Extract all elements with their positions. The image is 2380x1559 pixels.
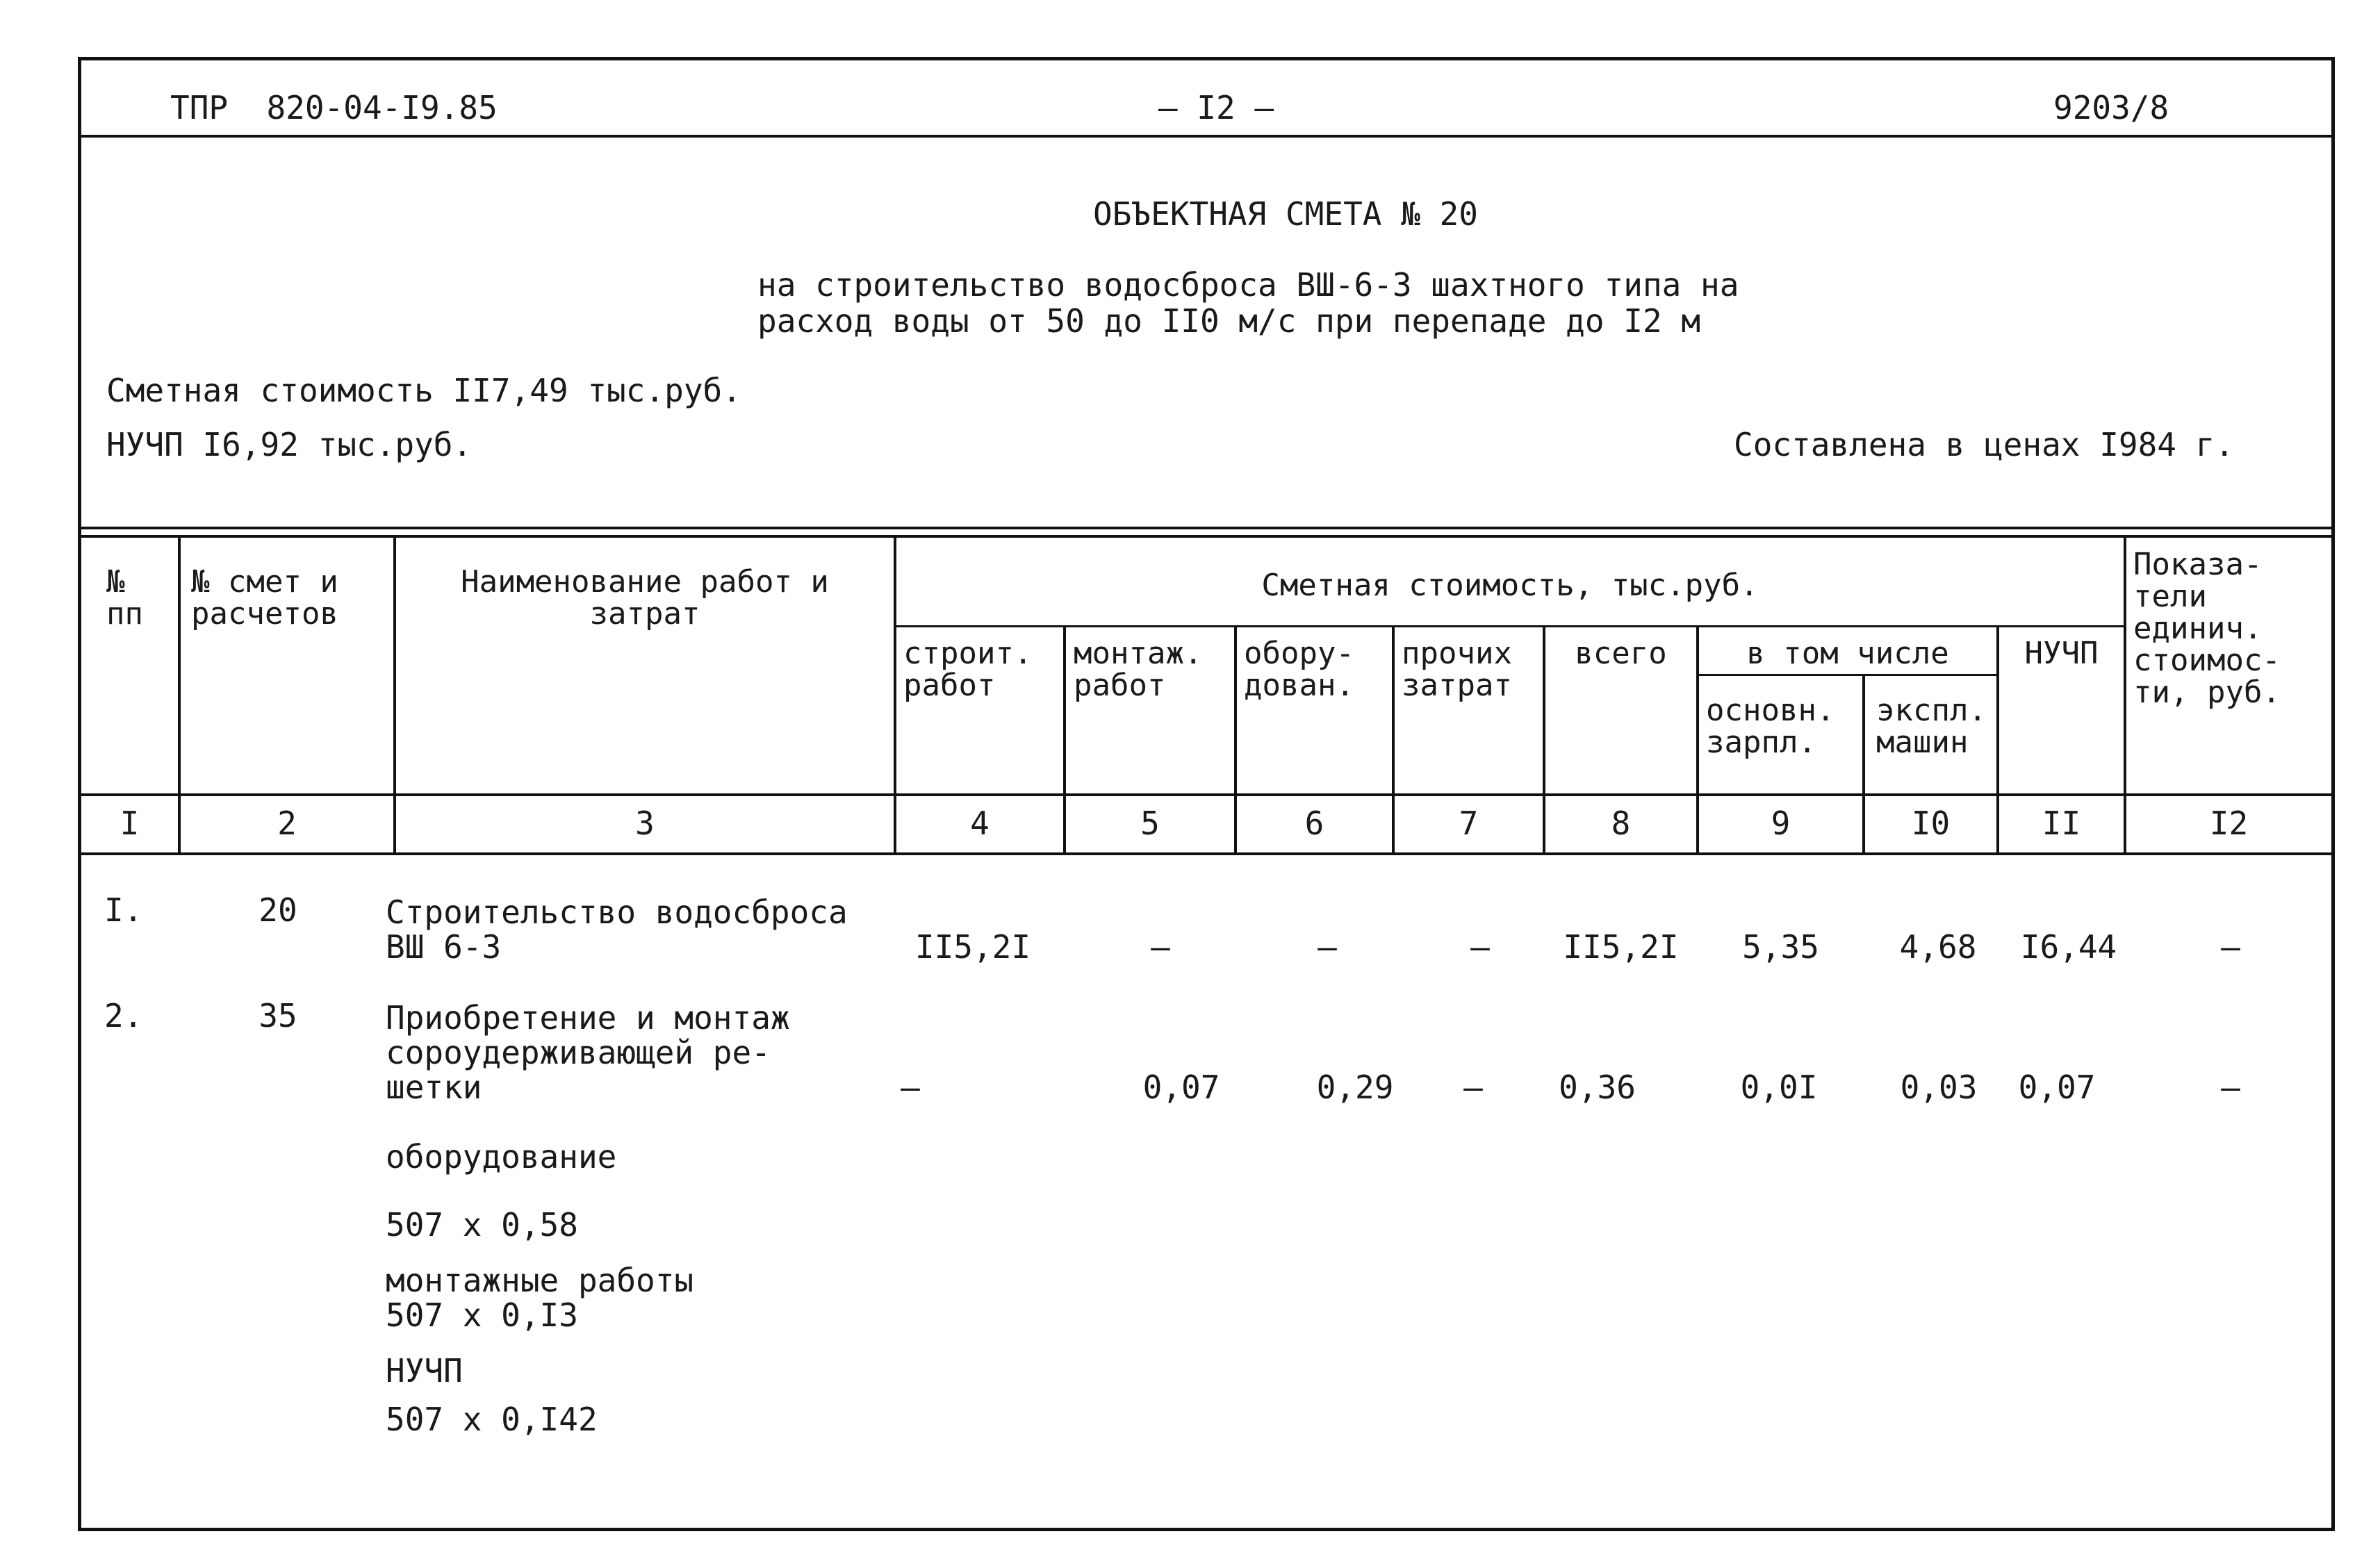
- col-header-unit-4: стоимос-: [2133, 643, 2281, 678]
- cell-mount: –: [1151, 928, 1170, 966]
- col-header-machines-2: машин: [1876, 725, 1969, 760]
- document-code: ТПР 820-04-I9.85: [170, 89, 498, 126]
- table-top-line: [78, 535, 2335, 538]
- cell-total: 0,36: [1559, 1069, 1636, 1106]
- note-mounting-calc: 507 x 0,I3: [386, 1296, 578, 1334]
- cell-nuchp: 0,07: [2018, 1069, 2096, 1106]
- col-header-name-1: Наименование работ и: [461, 564, 829, 600]
- col-number-3: 3: [635, 805, 655, 842]
- note-nuchp-label: НУЧП: [386, 1352, 463, 1389]
- cell-salary: 5,35: [1742, 928, 1819, 966]
- cell-machines: 0,03: [1900, 1069, 1978, 1106]
- col-header-other-1: прочих: [1402, 636, 1512, 671]
- cell-unit: –: [2221, 928, 2240, 966]
- col-header-est-2: расчетов: [191, 596, 338, 632]
- row-name-line: шетки: [386, 1069, 482, 1106]
- col-number-11: II: [2042, 805, 2081, 842]
- frame-bottom-line: [78, 1528, 2335, 1531]
- note-nuchp-calc: 507 x 0,I42: [386, 1401, 598, 1438]
- subtitle-line-1: на строительство водосброса ВШ-6-3 шахтного типа на: [757, 266, 1739, 304]
- note-mounting-label: монтажные работы: [386, 1262, 694, 1299]
- col-header-unit-3: единич.: [2133, 611, 2263, 646]
- row-estimate: 20: [258, 891, 297, 929]
- cell-machines: 4,68: [1899, 928, 1977, 966]
- row-num: 2.: [104, 997, 143, 1034]
- col-number-1: I: [120, 805, 140, 842]
- col-header-build-2: работ: [903, 668, 996, 703]
- cell-other: –: [1463, 1069, 1483, 1106]
- col-number-8: 8: [1611, 805, 1631, 842]
- col-number-6: 6: [1304, 805, 1324, 842]
- row-estimate: 35: [258, 997, 297, 1034]
- page-number: – I2 –: [1158, 89, 1274, 126]
- header-divider: [78, 135, 2335, 138]
- col-number-4: 4: [970, 805, 990, 842]
- col-header-total: всего: [1575, 636, 1667, 671]
- cell-equip: 0,29: [1316, 1069, 1394, 1106]
- note-equipment-calc: 507 x 0,58: [386, 1206, 578, 1244]
- frame-top-line: [78, 57, 2335, 60]
- table-incl-line: [1698, 674, 1996, 676]
- col-header-incl: в том числе: [1746, 636, 1949, 671]
- col-header-machines-1: экспл.: [1876, 693, 1987, 728]
- row-name-line: Приобретение и монтаж: [386, 999, 790, 1037]
- section-divider: [78, 527, 2335, 529]
- price-level-note: Составлена в ценах I984 г.: [1734, 426, 2235, 463]
- col-header-build-1: строит.: [903, 636, 1033, 671]
- col-header-unit-2: тели: [2133, 579, 2207, 614]
- cell-unit: –: [2221, 1069, 2240, 1106]
- col-header-num-2: пп: [106, 596, 143, 632]
- col-header-equip-2: дован.: [1244, 668, 1354, 703]
- col-header-equip-1: обору-: [1244, 636, 1354, 671]
- col-number-10: I0: [1911, 805, 1951, 842]
- cell-mount: 0,07: [1142, 1069, 1220, 1106]
- cell-salary: 0,0I: [1740, 1069, 1818, 1106]
- col-header-salary-1: основн.: [1706, 693, 1835, 728]
- nuchp-total: НУЧП I6,92 тыс.руб.: [106, 426, 473, 463]
- row-num: I.: [104, 891, 143, 929]
- col-header-unit-5: ти, руб.: [2133, 675, 2281, 710]
- col-header-cost-group: Сметная стоимость, тыс.руб.: [1261, 568, 1759, 603]
- document-number: 9203/8: [2053, 89, 2169, 126]
- col-header-salary-2: зарпл.: [1706, 725, 1816, 760]
- col-header-mount-2: работ: [1074, 668, 1166, 703]
- cell-total: II5,2I: [1563, 928, 1679, 966]
- note-equipment-label: оборудование: [386, 1138, 617, 1176]
- cell-build: II5,2I: [914, 928, 1031, 966]
- col-header-nuchp: НУЧП: [2024, 636, 2099, 671]
- col-number-2: 2: [277, 805, 297, 842]
- col-header-name-2: затрат: [589, 596, 700, 632]
- cell-build: –: [901, 1069, 920, 1106]
- row-name-line: сороудерживающей ре-: [386, 1034, 771, 1071]
- col-header-other-2: затрат: [1402, 668, 1512, 703]
- table-subheader-line: [895, 625, 2125, 627]
- col-number-12: I2: [2209, 805, 2249, 842]
- cell-nuchp: I6,44: [2020, 928, 2117, 966]
- estimated-cost: Сметная стоимость II7,49 тыс.руб.: [106, 372, 741, 409]
- row-name-line: ВШ 6-3: [386, 928, 502, 966]
- col-number-7: 7: [1459, 805, 1479, 842]
- col-header-est-1: № смет и: [191, 564, 338, 600]
- subtitle-line-2: расход воды от 50 до II0 м/с при перепаде до I2 м: [757, 302, 1701, 340]
- col-number-5: 5: [1140, 805, 1160, 842]
- col-header-mount-1: монтаж.: [1074, 636, 1203, 671]
- col-header-num-1: №: [106, 564, 125, 600]
- row-name-line: Строительство водосброса: [386, 893, 848, 931]
- cell-other: –: [1470, 928, 1490, 966]
- cell-equip: –: [1318, 928, 1337, 966]
- col-number-9: 9: [1771, 805, 1791, 842]
- col-header-unit-1: Показа-: [2133, 547, 2263, 582]
- page-title: ОБЪЕКТНАЯ СМЕТА № 20: [1093, 195, 1478, 233]
